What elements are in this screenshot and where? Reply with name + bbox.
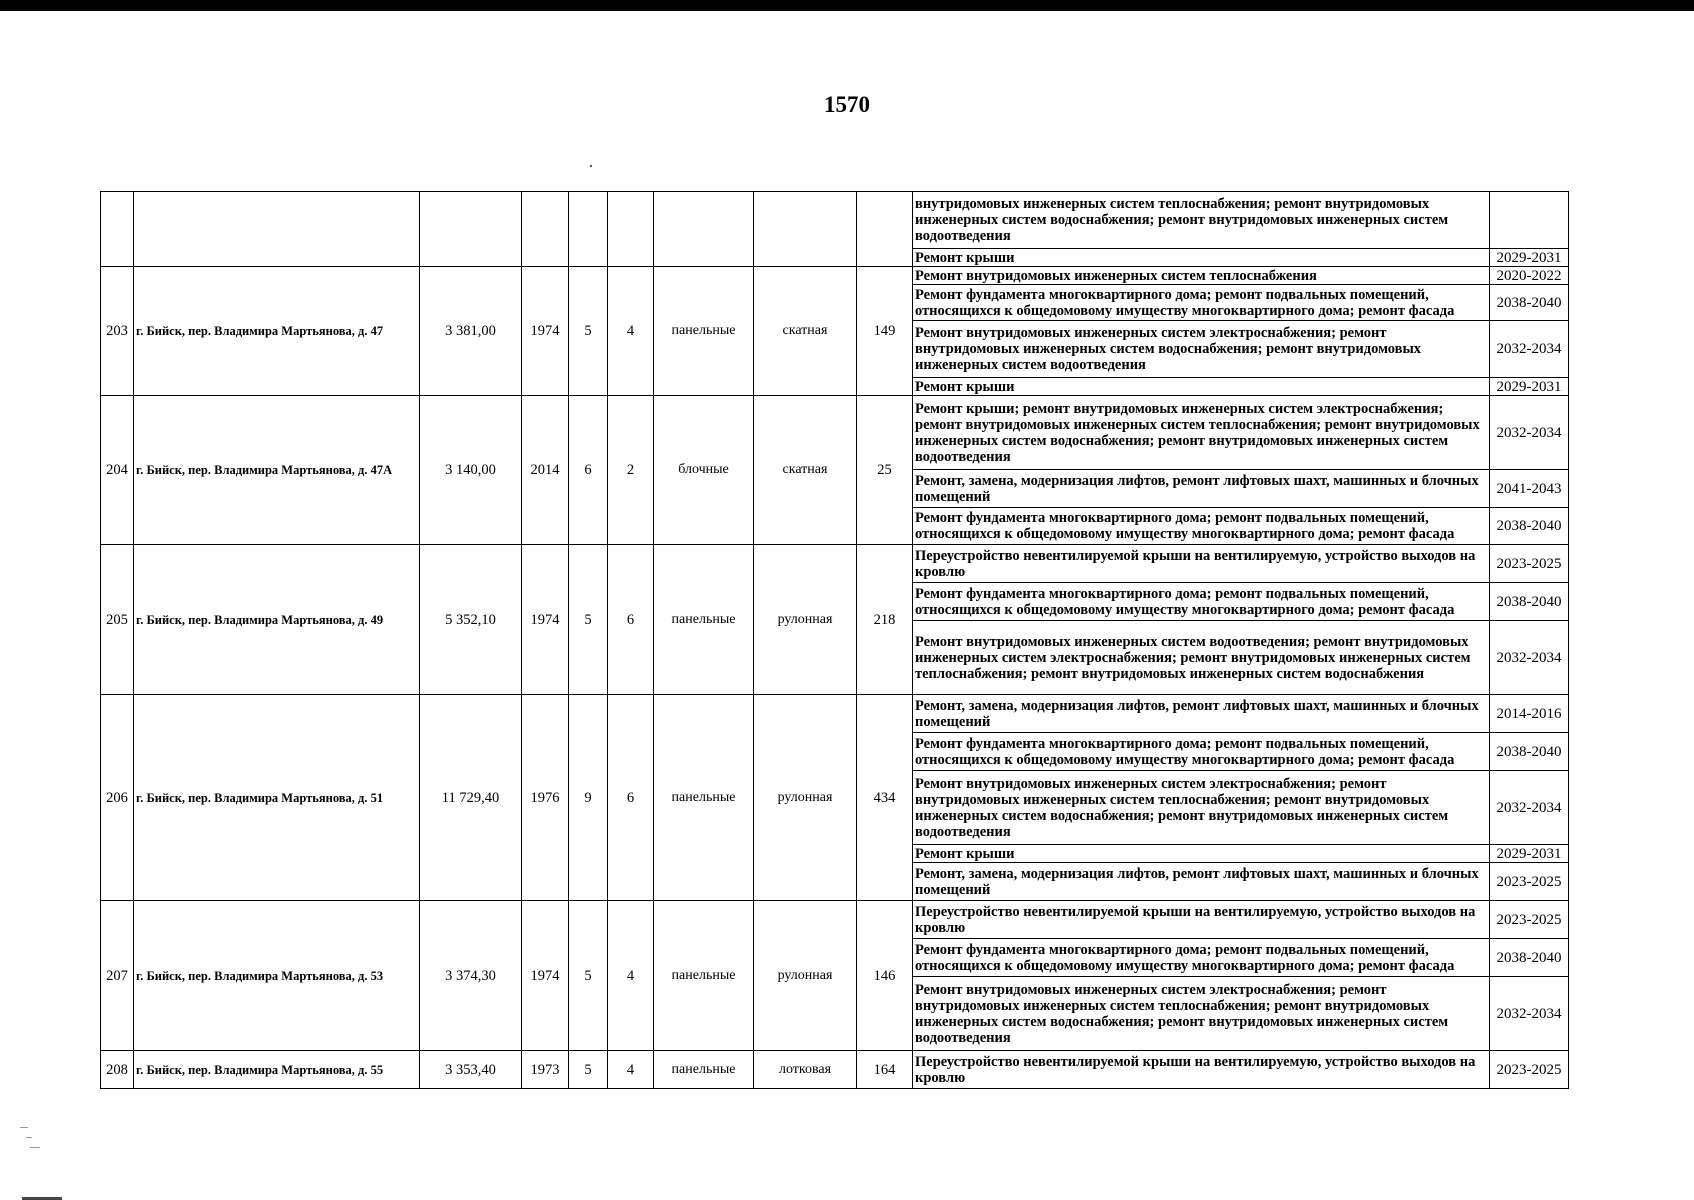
cell-roof: рулонная [754,901,857,1051]
cell-num [101,192,134,267]
cell-year: 1974 [522,901,569,1051]
cell-work-period: 2020-2022 [1490,267,1569,285]
cell-floors: 6 [569,396,608,545]
cell-num: 208 [101,1051,134,1089]
cell-work-type: Ремонт крыши [913,845,1490,863]
scan-speck [590,165,592,167]
cell-floors: 9 [569,695,608,901]
cell-work-period: 2023-2025 [1490,545,1569,583]
scan-speck [20,1127,28,1128]
cell-work-type: Ремонт внутридомовых инженерных систем электроснабжения; ремонт внутридомовых инженерных систем водоснабжения; ремонт внутридомовых инженерных систем водоотведения [913,321,1490,378]
cell-work-type: Ремонт внутридомовых инженерных систем электроснабжения; ремонт внутридомовых инженерных систем теплоснабжения; ремонт внутридомовых инженерных систем водоснабжения; ремонт внутридомовых инженерных систем водоотведения [913,771,1490,845]
cell-work-type: Ремонт фундамента многоквартирного дома; ремонт подвальных помещений, относящихся к общедомовому имуществу многоквартирного дома; ремонт фасада [913,733,1490,771]
cell-entrances [608,192,654,267]
cell-num: 203 [101,267,134,396]
cell-work-period: 2038-2040 [1490,939,1569,977]
table-row [101,695,1569,733]
cell-address: г. Бийск, пер. Владимира Мартьянова, д. 55 [134,1051,420,1089]
cell-num: 206 [101,695,134,901]
page-number: 1570 [824,92,870,117]
table-row [101,901,1569,939]
cell-work-type: Ремонт внутридомовых инженерных систем теплоснабжения [913,267,1490,285]
cell-roof: рулонная [754,695,857,901]
cell-year: 1973 [522,1051,569,1089]
cell-work-period: 2032-2034 [1490,977,1569,1051]
table-row [101,267,1569,285]
cell-entrances: 4 [608,901,654,1051]
cell-area [420,192,522,267]
cell-work-period: 2014-2016 [1490,695,1569,733]
cell-entrances: 4 [608,267,654,396]
cell-area: 3 353,40 [420,1051,522,1089]
cell-area: 11 729,40 [420,695,522,901]
cell-work-period: 2023-2025 [1490,1051,1569,1089]
table-row [101,545,1569,583]
cell-work-type: Ремонт, замена, модернизация лифтов, ремонт лифтовых шахт, машинных и блочных помещений [913,470,1490,508]
cell-area: 3 374,30 [420,901,522,1051]
table-row [101,1051,1569,1089]
cell-address [134,192,420,267]
cell-work-type: Ремонт фундамента многоквартирного дома; ремонт подвальных помещений, относящихся к общедомовому имуществу многоквартирного дома; ремонт фасада [913,508,1490,545]
cell-work-period: 2032-2034 [1490,621,1569,695]
cell-year: 1976 [522,695,569,901]
cell-num: 207 [101,901,134,1051]
cell-work-period: 2029-2031 [1490,378,1569,396]
cell-work-type: Ремонт фундамента многоквартирного дома; ремонт подвальных помещений, относящихся к общедомовому имуществу многоквартирного дома; ремонт фасада [913,583,1490,621]
cell-roof: лотковая [754,1051,857,1089]
cell-entrances: 6 [608,695,654,901]
cell-address: г. Бийск, пер. Владимира Мартьянова, д. 51 [134,695,420,901]
cell-year: 1974 [522,545,569,695]
cell-work-period: 2038-2040 [1490,733,1569,771]
cell-area: 5 352,10 [420,545,522,695]
cell-work-period: 2038-2040 [1490,583,1569,621]
cell-work-period [1490,192,1569,249]
scan-speck [26,1137,32,1138]
cell-address: г. Бийск, пер. Владимира Мартьянова, д. 53 [134,901,420,1051]
cell-entrances: 2 [608,396,654,545]
cell-residents: 25 [857,396,913,545]
cell-work-period: 2038-2040 [1490,285,1569,321]
cell-work-period: 2023-2025 [1490,901,1569,939]
cell-work-type: Переустройство невентилируемой крыши на вентилируемую, устройство выходов на кровлю [913,901,1490,939]
cell-floors: 5 [569,1051,608,1089]
cell-residents: 218 [857,545,913,695]
cell-floors [569,192,608,267]
cell-walls: блочные [654,396,754,545]
repair-program-table [100,191,1569,1089]
cell-work-type: Ремонт крыши [913,249,1490,267]
cell-walls: панельные [654,901,754,1051]
cell-entrances: 4 [608,1051,654,1089]
cell-address: г. Бийск, пер. Владимира Мартьянова, д. 49 [134,545,420,695]
cell-floors: 5 [569,267,608,396]
cell-work-type: Переустройство невентилируемой крыши на вентилируемую, устройство выходов на кровлю [913,1051,1490,1089]
cell-residents [857,192,913,267]
cell-work-type: Ремонт крыши [913,378,1490,396]
cell-entrances: 6 [608,545,654,695]
cell-work-type: Ремонт внутридомовых инженерных систем водоотведения; ремонт внутридомовых инженерных систем электроснабжения; ремонт внутридомовых инженерных систем теплоснабжения; ремонт внутридомовых инженерных систем водоснабжения [913,621,1490,695]
cell-year [522,192,569,267]
cell-roof [754,192,857,267]
cell-roof: скатная [754,267,857,396]
cell-work-type: Ремонт внутридомовых инженерных систем электроснабжения; ремонт внутридомовых инженерных систем теплоснабжения; ремонт внутридомовых инженерных систем водоснабжения; ремонт внутридомовых инженерных систем водоотведения [913,977,1490,1051]
cell-work-type: Ремонт, замена, модернизация лифтов, ремонт лифтовых шахт, машинных и блочных помещений [913,863,1490,901]
cell-work-period: 2032-2034 [1490,396,1569,470]
cell-work-type: внутридомовых инженерных систем теплоснабжения; ремонт внутридомовых инженерных систем водоснабжения; ремонт внутридомовых инженерных систем водоотведения [913,192,1490,249]
cell-work-period: 2032-2034 [1490,321,1569,378]
cell-walls [654,192,754,267]
cell-work-type: Ремонт фундамента многоквартирного дома; ремонт подвальных помещений, относящихся к общедомовому имуществу многоквартирного дома; ремонт фасада [913,285,1490,321]
cell-area: 3 140,00 [420,396,522,545]
cell-walls: панельные [654,695,754,901]
cell-work-type: Переустройство невентилируемой крыши на вентилируемую, устройство выходов на кровлю [913,545,1490,583]
cell-floors: 5 [569,901,608,1051]
cell-residents: 164 [857,1051,913,1089]
cell-work-period: 2029-2031 [1490,845,1569,863]
cell-work-period: 2038-2040 [1490,508,1569,545]
cell-roof: скатная [754,396,857,545]
cell-residents: 149 [857,267,913,396]
cell-year: 2014 [522,396,569,545]
cell-work-period: 2041-2043 [1490,470,1569,508]
cell-year: 1974 [522,267,569,396]
cell-work-period: 2023-2025 [1490,863,1569,901]
cell-address: г. Бийск, пер. Владимира Мартьянова, д. 47 [134,267,420,396]
table-row [101,192,1569,249]
cell-area: 3 381,00 [420,267,522,396]
table-body [101,192,1569,1089]
cell-residents: 434 [857,695,913,901]
cell-address: г. Бийск, пер. Владимира Мартьянова, д. 47А [134,396,420,545]
cell-work-type: Ремонт фундамента многоквартирного дома; ремонт подвальных помещений, относящихся к общедомовому имуществу многоквартирного дома; ремонт фасада [913,939,1490,977]
cell-work-period: 2032-2034 [1490,771,1569,845]
cell-roof: рулонная [754,545,857,695]
cell-walls: панельные [654,1051,754,1089]
cell-num: 205 [101,545,134,695]
cell-floors: 5 [569,545,608,695]
table-row [101,396,1569,470]
cell-walls: панельные [654,545,754,695]
cell-work-type: Ремонт, замена, модернизация лифтов, ремонт лифтовых шахт, машинных и блочных помещений [913,695,1490,733]
cell-walls: панельные [654,267,754,396]
cell-work-period: 2029-2031 [1490,249,1569,267]
scan-top-border [0,0,1694,11]
scan-speck [30,1147,40,1148]
cell-work-type: Ремонт крыши; ремонт внутридомовых инженерных систем электроснабжения; ремонт внутридомовых инженерных систем теплоснабжения; ремонт внутридомовых инженерных систем водоснабжения; ремонт внутридомовых инженерных систем водоотведения [913,396,1490,470]
cell-num: 204 [101,396,134,545]
cell-residents: 146 [857,901,913,1051]
